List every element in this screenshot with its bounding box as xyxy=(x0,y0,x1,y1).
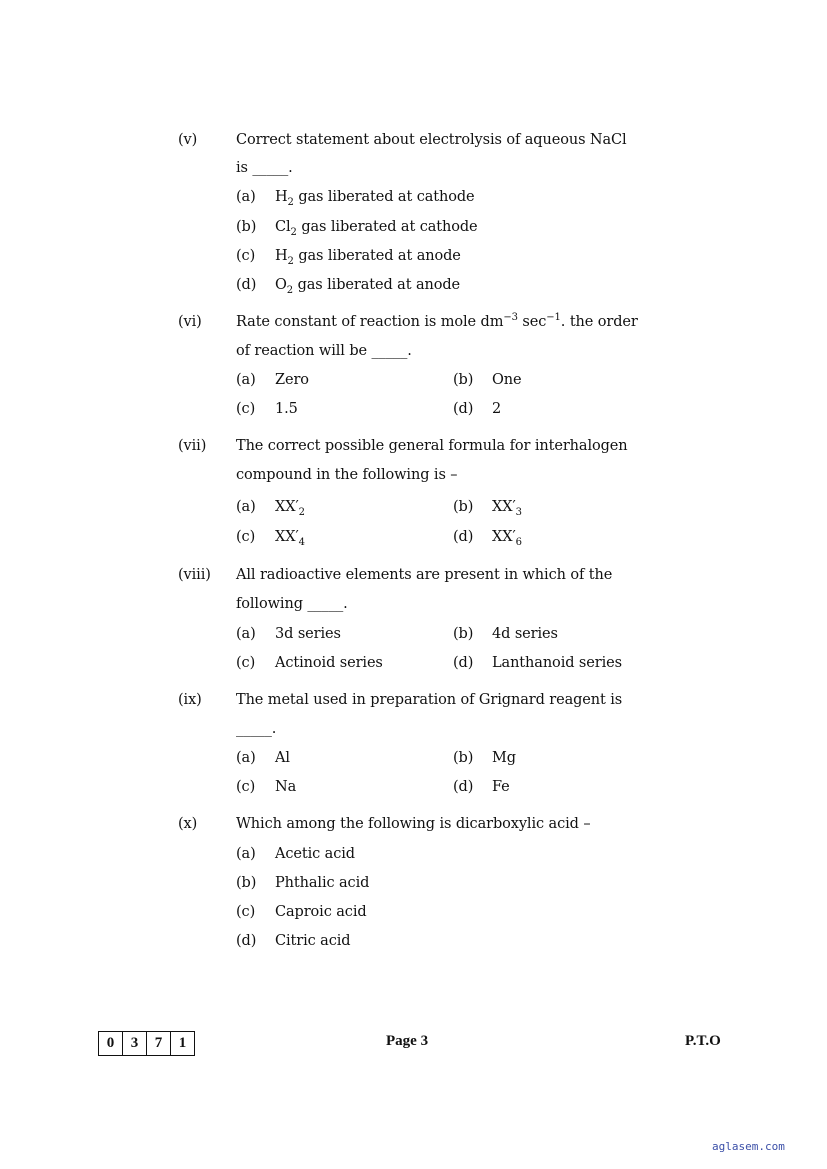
text-run: One xyxy=(492,372,522,388)
watermark-link[interactable]: aglasem.com xyxy=(712,1140,785,1153)
option-label: (d) xyxy=(236,933,257,949)
option-text xyxy=(275,218,478,236)
text-run: of reaction will be _____. xyxy=(236,343,412,359)
text-run: The correct possible general formula for interhalogen xyxy=(236,438,628,454)
question-text xyxy=(236,691,622,709)
option-text xyxy=(492,749,516,767)
option-label: (a) xyxy=(236,626,256,642)
option-text xyxy=(275,188,475,206)
text-run: following _____. xyxy=(236,596,348,612)
option-label: (b) xyxy=(453,626,474,642)
subscript: 6 xyxy=(515,537,522,548)
text-run: gas liberated at cathode xyxy=(296,219,478,235)
option-text xyxy=(492,654,622,672)
option-text xyxy=(275,778,296,796)
paper-code-boxes xyxy=(98,1031,195,1056)
paper-code-digit: 7 xyxy=(147,1032,171,1055)
option-text xyxy=(275,247,461,265)
option-text xyxy=(275,903,367,921)
subscript: 4 xyxy=(298,537,305,548)
option-text xyxy=(492,400,501,418)
option-text xyxy=(275,932,350,950)
option-text xyxy=(275,371,309,389)
option-label: (b) xyxy=(236,219,257,235)
question-number: (v) xyxy=(178,132,198,148)
text-run: Correct statement about electrolysis of aqueous NaCl xyxy=(236,132,627,148)
paper-code-digit: 3 xyxy=(123,1032,147,1055)
option-text xyxy=(275,498,305,516)
option-label: (d) xyxy=(236,277,257,293)
subscript: 2 xyxy=(287,256,294,267)
please-turn-over: P.T.O xyxy=(685,1033,721,1049)
text-run: Acetic acid xyxy=(275,846,355,862)
question-number: (x) xyxy=(178,816,198,832)
text-run: gas liberated at anode xyxy=(293,277,461,293)
text-run: Mg xyxy=(492,750,516,766)
text-run: 4d series xyxy=(492,626,558,642)
page-number: Page 3 xyxy=(386,1033,429,1049)
option-text xyxy=(275,874,369,892)
option-label: (b) xyxy=(453,750,474,766)
option-text xyxy=(275,749,290,767)
subscript: 3 xyxy=(515,507,522,518)
option-text xyxy=(275,654,383,672)
question-number: (ix) xyxy=(178,692,202,708)
subscript: 2 xyxy=(298,507,305,518)
paper-code-digit: 0 xyxy=(99,1032,123,1055)
question-text xyxy=(236,720,276,738)
option-label: (a) xyxy=(236,750,256,766)
option-label: (d) xyxy=(453,779,474,795)
option-text xyxy=(492,528,522,546)
option-label: (c) xyxy=(236,401,256,417)
option-text xyxy=(492,498,522,516)
option-label: (b) xyxy=(453,372,474,388)
question-text xyxy=(236,437,628,455)
paper-code-digit: 1 xyxy=(178,1035,187,1051)
text-run: XX′ xyxy=(492,499,516,515)
option-label: (a) xyxy=(236,499,256,515)
text-run: . the order xyxy=(560,314,638,330)
text-run: Actinoid series xyxy=(275,655,383,671)
text-run: Which among the following is dicarboxylic acid – xyxy=(236,816,591,832)
question-number: (viii) xyxy=(178,567,211,583)
subscript: 2 xyxy=(290,227,297,238)
text-run: H xyxy=(275,189,288,205)
option-label: (d) xyxy=(453,401,474,417)
text-run: Citric acid xyxy=(275,933,351,949)
subscript: 2 xyxy=(287,197,294,208)
text-run: All radioactive elements are present in which of the xyxy=(236,567,613,583)
text-run: is _____. xyxy=(236,160,293,176)
option-label: (c) xyxy=(236,779,256,795)
text-run: Na xyxy=(275,779,297,795)
text-run: Zero xyxy=(275,372,309,388)
option-label: (a) xyxy=(236,846,256,862)
option-label: (c) xyxy=(236,904,256,920)
option-label: (c) xyxy=(236,529,256,545)
option-text xyxy=(492,371,522,389)
text-run: The metal used in preparation of Grignard reagent is xyxy=(236,692,623,708)
text-run: Fe xyxy=(492,779,510,795)
superscript: −3 xyxy=(503,312,518,323)
question-number: (vi) xyxy=(178,314,202,330)
question-text xyxy=(236,566,612,584)
question-number: (vii) xyxy=(178,438,207,454)
option-text xyxy=(275,528,305,546)
question-text xyxy=(236,159,293,177)
option-label: (a) xyxy=(236,372,256,388)
question-text xyxy=(236,815,590,833)
text-run: sec xyxy=(517,314,547,330)
option-text xyxy=(492,625,558,643)
option-label: (b) xyxy=(453,499,474,515)
text-run: gas liberated at cathode xyxy=(293,189,475,205)
text-run: Caproic acid xyxy=(275,904,367,920)
text-run: H xyxy=(275,248,288,264)
option-label: (d) xyxy=(453,655,474,671)
option-text xyxy=(275,400,298,418)
question-text xyxy=(236,466,457,484)
option-label: (a) xyxy=(236,189,256,205)
option-label: (d) xyxy=(453,529,474,545)
subscript: 2 xyxy=(286,285,294,296)
text-run: compound in the following is – xyxy=(236,467,458,483)
question-text xyxy=(236,342,412,360)
option-text xyxy=(275,845,355,863)
text-run: Rate constant of reaction is mole dm xyxy=(236,314,504,330)
text-run: _____. xyxy=(236,721,277,737)
option-text xyxy=(275,625,341,643)
text-run: Phthalic acid xyxy=(275,875,370,891)
option-label: (c) xyxy=(236,248,256,264)
text-run: XX′ xyxy=(275,529,299,545)
text-run: 1.5 xyxy=(275,401,298,417)
text-run: XX′ xyxy=(275,499,299,515)
question-text xyxy=(236,595,348,613)
text-run: 3d series xyxy=(275,626,341,642)
text-run: XX′ xyxy=(492,529,516,545)
text-run: Lanthanoid series xyxy=(492,655,622,671)
text-run: gas liberated at anode xyxy=(293,248,461,264)
superscript: −1 xyxy=(546,312,561,323)
option-text xyxy=(275,276,460,294)
question-text xyxy=(236,131,627,149)
text-run: 2 xyxy=(492,401,502,417)
question-text xyxy=(236,313,638,331)
text-run: O xyxy=(275,277,287,293)
option-label: (c) xyxy=(236,655,256,671)
text-run: Al xyxy=(275,750,290,766)
text-run: Cl xyxy=(275,219,291,235)
option-text xyxy=(492,778,510,796)
option-label: (b) xyxy=(236,875,257,891)
